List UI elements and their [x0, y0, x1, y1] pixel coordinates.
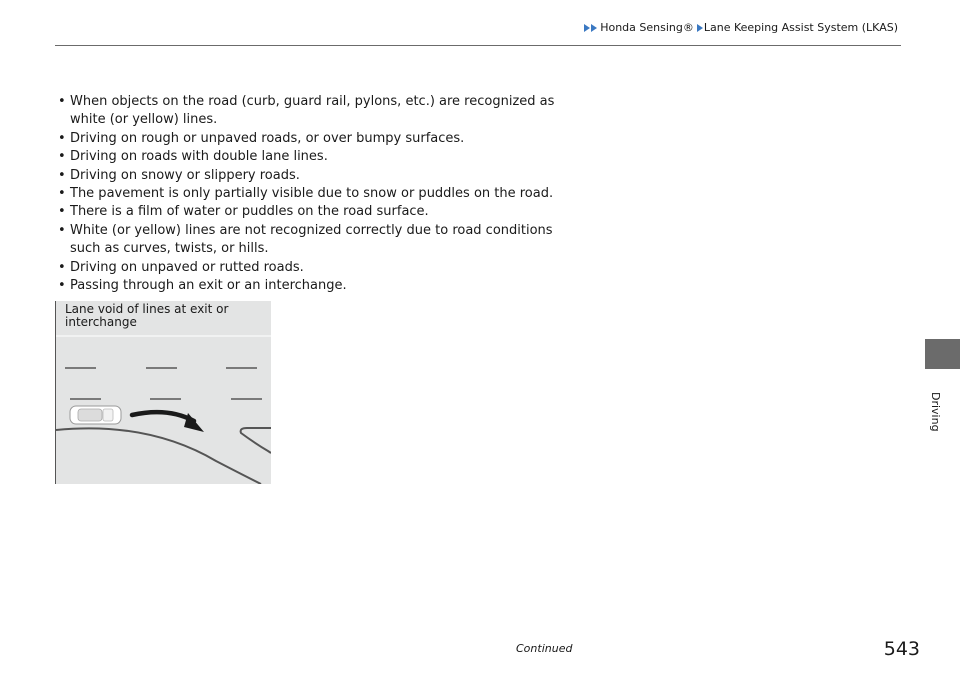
list-item — [57, 148, 587, 166]
figure-caption: Lane void of lines at exit or interchange — [65, 302, 229, 329]
bullet-icon: • — [58, 259, 66, 275]
continued-note: Continued — [516, 642, 573, 655]
conditions-list — [57, 93, 587, 295]
list-item — [57, 93, 587, 130]
bullet-icon: • — [58, 222, 66, 238]
bullet-icon: • — [58, 204, 66, 220]
list-item — [57, 167, 587, 185]
chapter-tab[interactable] — [925, 339, 960, 369]
list-item — [57, 259, 587, 277]
breadcrumb-topic: Lane Keeping Assist System (LKAS) — [703, 21, 898, 34]
list-item — [57, 185, 587, 203]
list-item — [57, 203, 587, 221]
list-item-text: Driving on unpaved or rutted roads. — [70, 259, 304, 275]
list-item-text: Driving on roads with double lane lines. — [70, 149, 328, 165]
list-item-text: When objects on the road (curb, guard rail, pylons, etc.) are recognized as white (or yellow) lines. — [70, 94, 555, 128]
exit-interchange-illustration — [55, 301, 271, 484]
bullet-icon: • — [58, 167, 66, 183]
lane-dash — [70, 398, 101, 400]
breadcrumb-arrow-icon — [584, 24, 590, 32]
bullet-icon: • — [58, 186, 66, 202]
lane-dash — [226, 367, 257, 369]
car-icon — [70, 406, 121, 424]
breadcrumb-section[interactable]: Honda Sensing® — [600, 21, 694, 34]
breadcrumb-arrow-icon — [591, 24, 597, 32]
list-item — [57, 130, 587, 148]
bullet-icon: • — [58, 130, 66, 146]
bullet-icon: • — [58, 278, 66, 294]
list-item-text: There is a film of water or puddles on the road surface. — [70, 204, 429, 220]
breadcrumb — [584, 21, 901, 34]
header-rule — [55, 45, 901, 46]
list-item-text: Driving on snowy or slippery roads. — [70, 167, 300, 183]
list-item-text: Driving on rough or unpaved roads, or over bumpy surfaces. — [70, 130, 465, 146]
lane-dash — [146, 367, 177, 369]
bullet-icon: • — [58, 94, 66, 109]
list-item — [57, 277, 587, 295]
lane-dash — [150, 398, 181, 400]
list-item-text: The pavement is only partially visible due to snow or puddles on the road. — [70, 186, 554, 202]
lane-dash — [231, 398, 262, 400]
list-item-text: White (or yellow) lines are not recognized correctly due to road conditions such as curves, twists, or hills. — [70, 222, 553, 257]
bullet-icon: • — [58, 149, 66, 165]
breadcrumb-arrow-icon — [697, 24, 703, 32]
chapter-label: Driving — [929, 392, 942, 432]
list-item-text: Passing through an exit or an interchange. — [70, 278, 347, 294]
lane-dash — [65, 367, 96, 369]
page-number: 543 — [883, 638, 920, 660]
list-item — [57, 222, 587, 259]
